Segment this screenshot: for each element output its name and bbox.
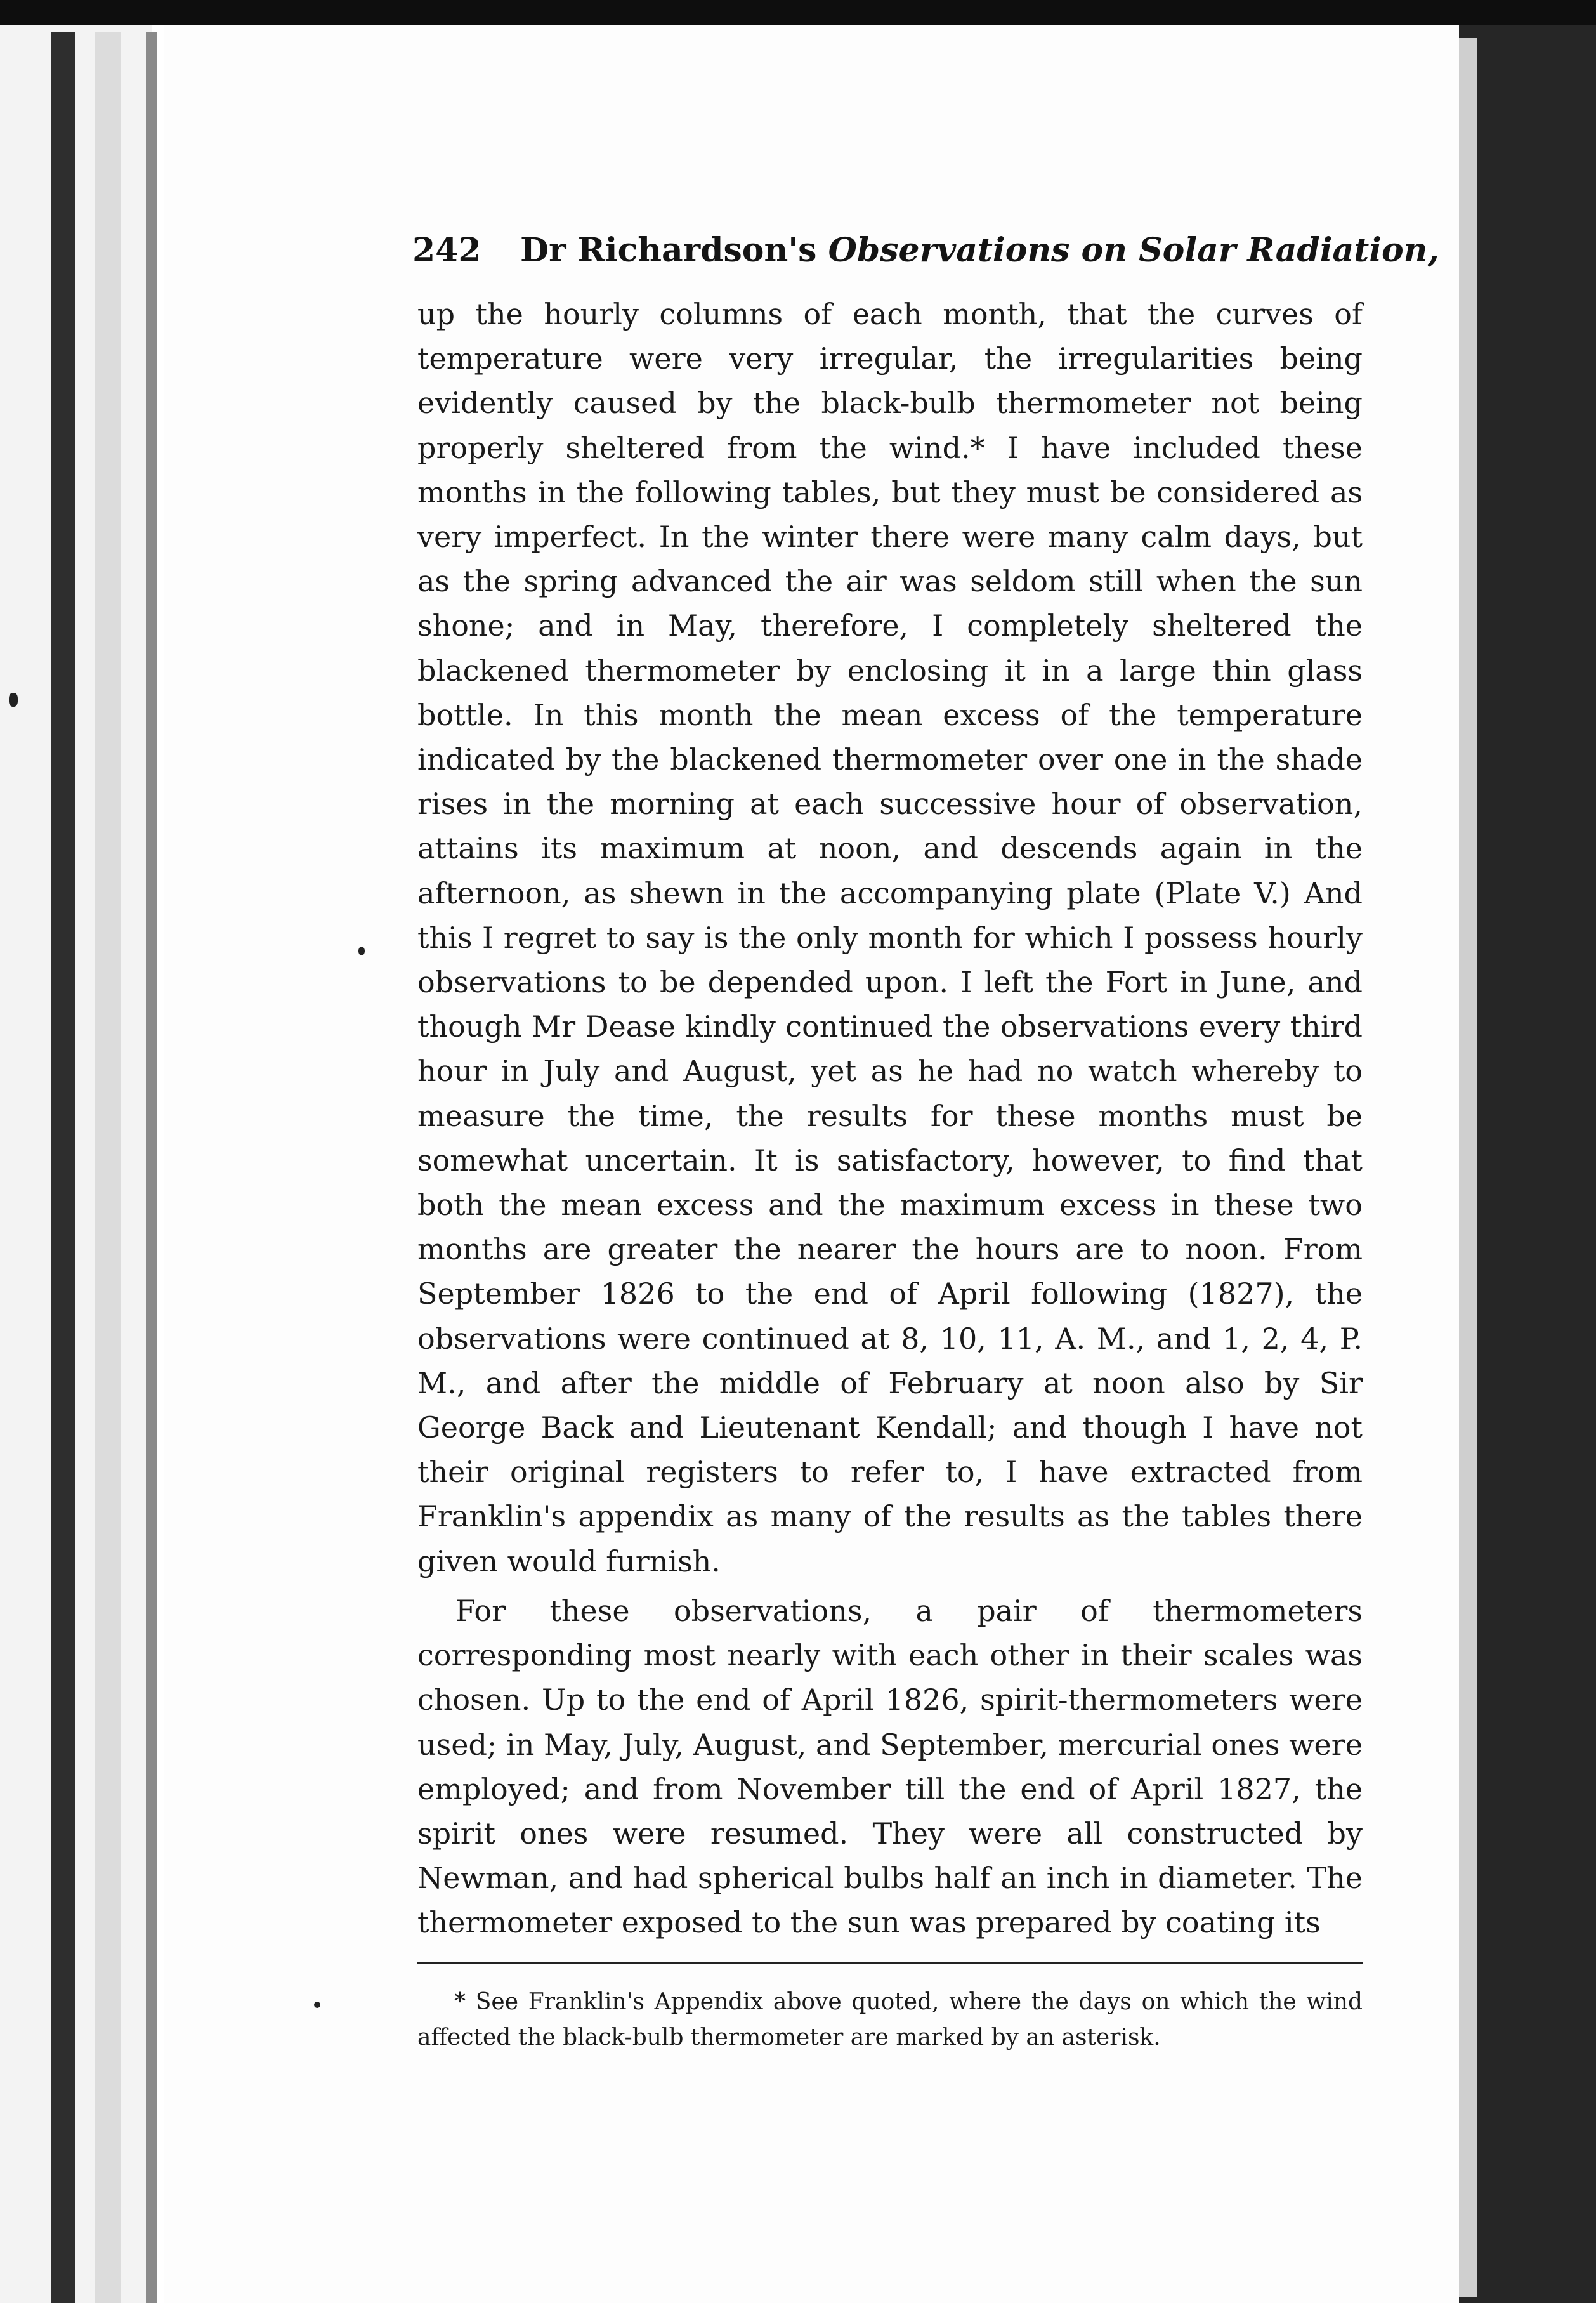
book-edge-shadow: [146, 32, 157, 2303]
paragraph: up the hourly columns of each month, that the curves of temperature were very irregular, the irregularities being evidently caused by the black-bulb thermometer not being properly sheltered from the wind.* I have included these months in the following tables, but they must be considered as very imperfect. In the winter there were many calm days, but as the spring advanced the air was seldom still when the sun shone; and in May, therefore, I completely sheltered the blackened thermometer by enclosing it in a large thin glass bottle. In this month the mean excess of the temperature indicated by the blackened thermometer over one in the shade rises in the morning at each successive hour of observation, attains its maximum at noon, and descends again in the afternoon, as shewn in the accompanying plate (Plate V.) And this I regret to say is the only month for which I possess hourly observations to be depended upon. I left the Fort in June, and though Mr Dease kindly continued the observations every third hour in July and August, yet as he had no watch whereby to measure the time, the results for these months must be somewhat uncertain. It is satisfactory, however, to find that both the mean excess and the maximum excess in these two months are greater the nearer the hours are to noon. From September 1826 to the end of April following (1827), the observations were continued at 8, 10, 11, A. M., and 1, 2, 4, P. M., and after the middle of February at noon also by Sir George Back and Lieutenant Kendall; and though I have not their original registers to refer to, I have extracted from Franklin's appendix as many of the results as the tables there given would furnish.: [417, 297, 1363, 1578]
margin-speck: [9, 693, 18, 707]
scan-left-margin: [0, 25, 152, 2303]
running-header: [412, 223, 1439, 280]
footnote: * See Franklin's Appendix above quoted, where the days on which the wind affected the black-bulb thermometer are marked by an asterisk.: [417, 1989, 1363, 2050]
paragraph: For these observations, a pair of thermometers corresponding most nearly with each other in their scales was chosen. Up to the end of April 1826, spirit-thermometers were used; in May, July, August, and September, mercurial ones were employed; and from November till the end of April 1827, the spirit ones were resumed. They were all constructed by Newman, and had spherical bulbs half an inch in diameter. The thermometer exposed to the sun was prepared by coating its: [417, 1593, 1363, 1940]
book-edge-dark: [51, 32, 75, 2303]
scan-top-border: [0, 0, 1596, 25]
running-title: [520, 231, 1439, 270]
running-head-author: Dr Richardson's: [520, 231, 817, 270]
margin-speck: [314, 2002, 320, 2008]
scan-right-border: [1459, 25, 1596, 2303]
running-head-title: Observations on Solar Radiation,: [828, 231, 1439, 270]
margin-speck: [358, 947, 365, 955]
body-text: [417, 292, 1363, 1945]
footnote-rule: [417, 1962, 1363, 1964]
page-right-edge: [1459, 38, 1477, 2297]
book-edge-light: [95, 32, 121, 2303]
page-number: 242: [412, 231, 481, 270]
